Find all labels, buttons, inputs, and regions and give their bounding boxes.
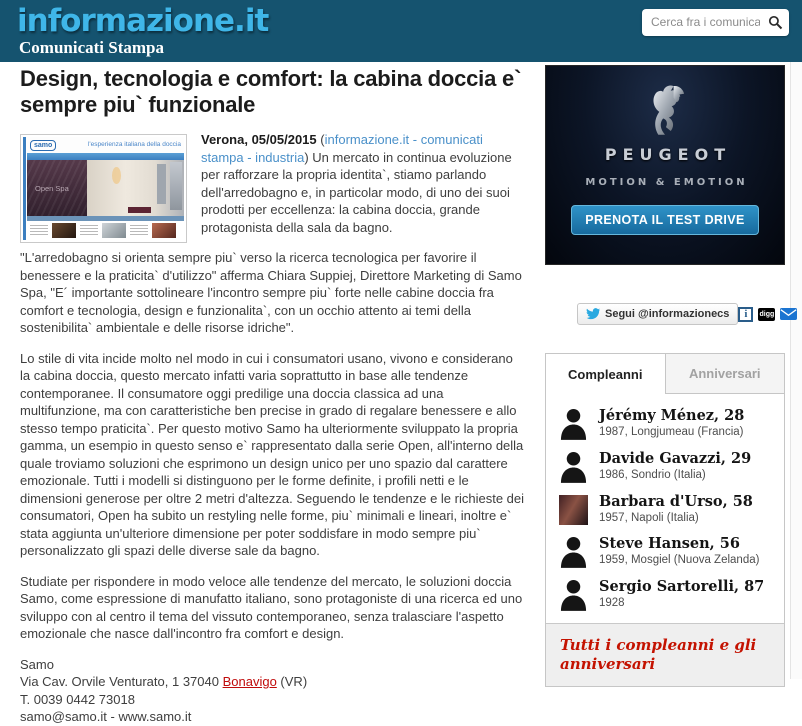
person-avatar-icon: [559, 450, 588, 483]
paragraph-lead-text: ) Un mercato in continua evoluzione per rafforzare la propria identita`, stiamo parlando dell'arredobagno e, in particolar modo, di uno dei suoi prodotti per eccellenza: la cabina doccia, grande protagonista della sala da bagno.: [201, 149, 512, 235]
mini-hero-bathroom: [87, 160, 184, 216]
person-details: 1959, Mosgiel (Nuova Zelanda): [599, 554, 760, 566]
paragraph-closing: Studiate per rispondere in modo veloce alle tendenze del mercato, le soluzioni doccia Samo, come espressione di manufatto italiano, sono protagoniste di una ricerca ed uno sviluppo con al centro il tema del vissuto contemporaneo, senza tralasciare l'aspetto emozionale che nasce dall'incontro fra comfort e design.: [20, 573, 523, 641]
samo-tagline: l'esperienza italiana della doccia: [87, 141, 181, 148]
all-birthdays-link[interactable]: Tutti i compleanni e gli anniversari: [560, 636, 757, 673]
twitter-follow-button[interactable]: [577, 303, 738, 325]
follow-label: Segui @informazionecs: [605, 308, 730, 320]
birthdays-widget: [545, 353, 785, 687]
lamp-glow: [112, 167, 121, 184]
digg-icon[interactable]: digg: [758, 308, 775, 321]
mini-text-block: [30, 225, 48, 237]
site-header: [0, 0, 802, 62]
mini-site-hero: [27, 160, 184, 216]
samo-site-preview: [27, 137, 184, 240]
open-spa-label: Open Spa: [35, 184, 69, 193]
person-details: 1987, Longjumeau (Francia): [599, 426, 744, 438]
peugeot-ad[interactable]: [545, 65, 785, 265]
mini-site-thumbnails: [27, 221, 184, 240]
widget-tabs: [546, 354, 784, 394]
person-row[interactable]: [559, 407, 776, 440]
company-phone: T. 0039 0442 73018: [20, 691, 135, 707]
thumbnail-accent-bar: [23, 137, 26, 240]
paragraph-trends: Lo stile di vita incide molto nel modo in cui i consumatori usano, vivono e considerano la cabina doccia, questo mercato infatti varia soprattutto in base alle tendenze contemporanee. Il consumatore oggi predilige una doccia classica ad una multifunzione, ma con caratteristiche ben precise in grado di regalare benessere e allo stesso tempo praticita`. Per questo motivo Samo ha ulteriormente sviluppato la propria gamma, un esempio in questo senso e` rappresentato dalla serie Open, all'interno della quale troviamo soluzioni che esprimono un design unico per uno spazio dal carattere emozionale. Tutti i modelli si distinguono per le forme definite, i profili netti e le dimensioni generose per oltre 2 metri d'altezza. Seguendo le tendenze e le richieste dei consumatori, Open ha subito un restyling nelle forme, piu` minimali e lineari, inoltre e` stata aggiunta un'ulteriore dimensione per poter soddisfare in modo sempre piu` personalizzato gli spazi delle diverse sale da bagno.: [20, 350, 525, 558]
test-drive-button[interactable]: PRENOTA IL TEST DRIVE: [571, 205, 759, 235]
company-street: Via Cav. Orvile Venturato, 1 37040 Bonavigo (VR): [20, 674, 308, 689]
mini-photo-1: [52, 223, 76, 238]
person-avatar-icon: [559, 578, 588, 611]
company-name: Samo: [20, 656, 54, 672]
person-details: 1986, Sondrio (Italia): [599, 469, 706, 481]
person-row[interactable]: [559, 578, 776, 611]
company-address: [20, 656, 526, 726]
person-details: 1928: [599, 597, 625, 609]
twitter-bird-icon: [586, 308, 600, 320]
person-name[interactable]: Jérémy Ménez, 28: [599, 407, 745, 424]
search-box[interactable]: [642, 9, 789, 36]
article: [20, 66, 526, 726]
article-title: Design, tecnologia e comfort: la cabina doccia e` sempre piu` funzionale: [20, 66, 522, 117]
informazione-bookmark-icon[interactable]: i: [738, 307, 753, 322]
peugeot-lion-icon: [644, 82, 686, 136]
mini-site-header: [27, 137, 184, 153]
person-avatar-icon: [559, 535, 588, 568]
article-thumbnail[interactable]: [20, 134, 187, 243]
bonavigo-link[interactable]: Bonavigo: [222, 674, 277, 689]
mini-hero-wallpaper: [27, 160, 87, 216]
person-name[interactable]: Davide Gavazzi, 29: [599, 450, 752, 467]
shower-panel: [157, 164, 167, 203]
social-row: [545, 303, 785, 325]
page-right-edge: [790, 62, 802, 679]
samo-logo: samo: [30, 140, 56, 151]
mini-photo-3: [152, 223, 176, 238]
person-name[interactable]: Steve Hansen, 56: [599, 535, 740, 552]
email-icon[interactable]: [780, 308, 797, 320]
bench: [128, 207, 151, 213]
person-photo: [559, 495, 588, 525]
tab-anniversari[interactable]: Anniversari: [665, 354, 785, 394]
person-row[interactable]: [559, 535, 776, 568]
share-icons: [738, 307, 797, 322]
paren: (: [316, 132, 325, 147]
widget-footer: [546, 623, 784, 686]
person-row[interactable]: [559, 493, 776, 525]
mini-text-block: [80, 225, 98, 237]
search-icon[interactable]: [768, 15, 783, 35]
person-name[interactable]: Sergio Sartorelli, 87: [599, 578, 765, 595]
search-input[interactable]: [642, 9, 760, 34]
tab-compleanni[interactable]: Compleanni: [546, 354, 665, 394]
person-row[interactable]: [559, 450, 776, 483]
mini-site-navbar: [27, 153, 184, 160]
ad-brand: PEUGEOT: [604, 145, 732, 164]
dateline: Verona, 05/05/2015: [201, 132, 317, 147]
person-name[interactable]: Barbara d'Urso, 58: [599, 493, 753, 510]
person-avatar-icon: [559, 407, 588, 440]
company-email-web: samo@samo.it - www.samo.it: [20, 709, 192, 724]
ad-tagline: MOTION & EMOTION: [585, 177, 748, 188]
source-link[interactable]: informazione.it - comunicati stampa - industria: [201, 132, 483, 165]
person-details: 1957, Napoli (Italia): [599, 512, 699, 524]
site-logo[interactable]: informazione.it: [17, 3, 269, 39]
shower-door: [170, 162, 182, 210]
paragraph-quote: "L'arredobagno si orienta sempre piu` verso la ricerca tecnologica per favorire il benessere e la praticita` d'utilizzo" afferma Chiara Suppiej, Direttore Marketing di Samo Spa, "E´ importante sottolineare l'incontro sempre piu` forte nelle cabine doccia fra comfort e tecnologia, design e funzionalita`, con un occhio attento ai temi della sostenibilita` ambientale e delle risorse idriche".: [20, 250, 522, 335]
birthdays-list: [546, 394, 784, 623]
sidebar: [545, 65, 785, 687]
site-subtitle[interactable]: Comunicati Stampa: [19, 38, 164, 57]
mini-photo-2: [102, 223, 126, 238]
mini-text-block: [130, 225, 148, 237]
